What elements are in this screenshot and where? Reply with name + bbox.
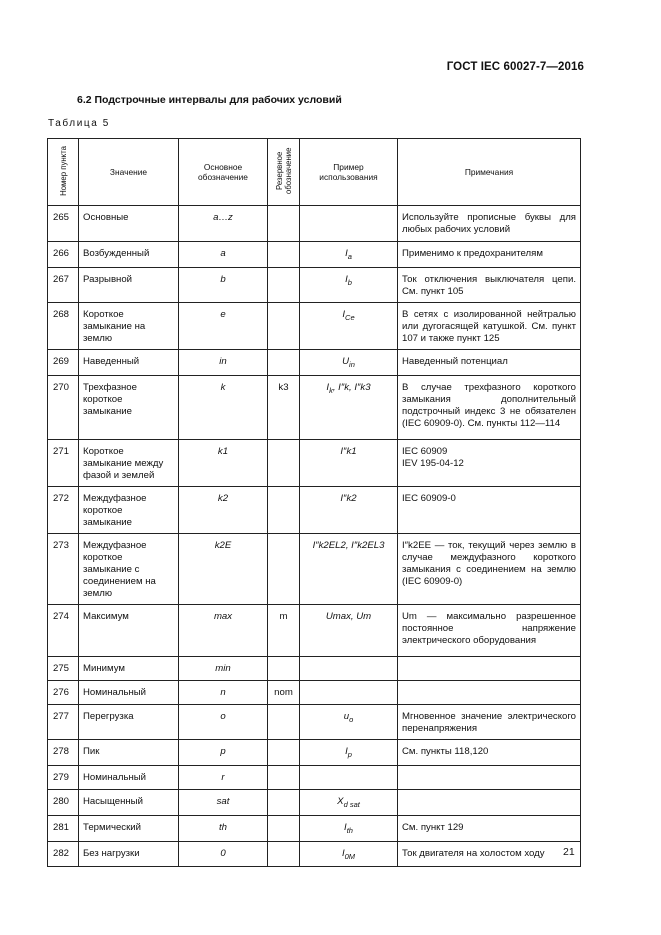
cell-example: [300, 267, 398, 302]
cell-reserve: [268, 656, 300, 680]
col-header-basic: Основное обозначение: [179, 139, 268, 206]
cell-reserve: [268, 739, 300, 765]
table-row: [48, 439, 581, 486]
cell-notes: Ток отключения выключателя цепи. См. пункт 105: [398, 267, 581, 302]
cell-basic: min: [179, 656, 268, 680]
cell-example: [300, 439, 398, 486]
cell-notes: В случае трехфазного короткого замыкания дополнительный подстрочный индекс 3 не обязателен (IEC 60909-0). См. пункты 112—114: [398, 375, 581, 439]
cell-basic: in: [179, 349, 268, 375]
cell-reserve: m: [268, 604, 300, 656]
table-row: [48, 349, 581, 375]
cell-num: 271: [48, 439, 79, 486]
cell-meaning: Наведенный: [79, 349, 179, 375]
col-header-example: Пример использования: [300, 139, 398, 206]
cell-notes: IEC 60909 IEV 195-04-12: [398, 439, 581, 486]
cell-meaning: Трехфазное короткое замыкание: [79, 375, 179, 439]
example-symbol: I: [344, 821, 347, 833]
cell-meaning: Междуфазное короткое замыкание с соединением на землю: [79, 533, 179, 604]
cell-num: 278: [48, 739, 79, 765]
example-symbol: I: [345, 745, 348, 757]
cell-reserve: nom: [268, 680, 300, 704]
cell-notes: См. пункты 118,120: [398, 739, 581, 765]
cell-num: 269: [48, 349, 79, 375]
cell-meaning: Перегрузка: [79, 704, 179, 739]
cell-num: 282: [48, 841, 79, 867]
cell-meaning: Возбужденный: [79, 242, 179, 268]
cell-notes: [398, 680, 581, 704]
cell-reserve: [268, 789, 300, 815]
table-row: [48, 739, 581, 765]
cell-example: [300, 533, 398, 604]
standard-code: ГОСТ IEC 60027-7—2016: [446, 61, 584, 73]
example-symbol: I: [345, 273, 348, 285]
cell-example: [300, 486, 398, 533]
cell-num: 272: [48, 486, 79, 533]
example-subscript: p: [347, 749, 352, 759]
cell-basic: o: [179, 704, 268, 739]
cell-meaning: Номинальный: [79, 680, 179, 704]
example-symbol: I: [341, 847, 345, 859]
cell-example: [300, 841, 398, 867]
cell-basic: a: [179, 242, 268, 268]
example-symbol: I: [345, 248, 348, 259]
cell-reserve: [268, 302, 300, 349]
cell-basic: k1: [179, 439, 268, 486]
cell-meaning: Номинальный: [79, 765, 179, 789]
cell-reserve: [268, 242, 300, 268]
cell-reserve: [268, 267, 300, 302]
cell-reserve: [268, 841, 300, 867]
example-symbol: u: [343, 710, 350, 722]
section-title: 6.2 Подстрочные интервалы для рабочих условий: [77, 94, 342, 106]
cell-meaning: Максимум: [79, 604, 179, 656]
table-row: [48, 267, 581, 302]
cell-notes: Мгновенное значение электрического перенапряжения: [398, 704, 581, 739]
col-header-reserve: Резервное обозначение: [268, 139, 300, 206]
cell-basic: th: [179, 815, 268, 841]
cell-basic: p: [179, 739, 268, 765]
cell-reserve: [268, 815, 300, 841]
page-number: 21: [563, 846, 575, 858]
cell-basic: a…z: [179, 206, 268, 242]
cell-notes: Ток двигателя на холостом ходу: [398, 841, 581, 867]
cell-meaning: Основные: [79, 206, 179, 242]
cell-example: [300, 789, 398, 815]
table-row: [48, 206, 581, 242]
cell-meaning: Короткое замыкание между фазой и землей: [79, 439, 179, 486]
cell-reserve: [268, 765, 300, 789]
cell-num: 281: [48, 815, 79, 841]
table-row: [48, 242, 581, 268]
cell-notes: [398, 765, 581, 789]
table-row: [48, 789, 581, 815]
cell-meaning: Насыщенный: [79, 789, 179, 815]
table-label: Таблица 5: [48, 118, 110, 129]
cell-num: 280: [48, 789, 79, 815]
cell-reserve: k3: [268, 375, 300, 439]
cell-example: [300, 206, 398, 242]
cell-num: 277: [48, 704, 79, 739]
cell-example: [300, 604, 398, 656]
cell-example: [300, 765, 398, 789]
cell-meaning: Междуфазное короткое замыкание: [79, 486, 179, 533]
cell-notes: Um — максимально разрешенное постоянное напряжение электрического оборудования: [398, 604, 581, 656]
example-symbol: I: [342, 308, 346, 320]
cell-notes: [398, 656, 581, 680]
cell-num: 268: [48, 302, 79, 349]
example-symbol: Umax, Um: [325, 610, 372, 622]
table-row: [48, 604, 581, 656]
cell-example: [300, 704, 398, 739]
table-row: [48, 765, 581, 789]
cell-num: 276: [48, 680, 79, 704]
cell-notes: I″k2EE — ток, текущий через землю в случае междуфазного короткого замыкания с соединением на землю (IEC 60909-0): [398, 533, 581, 604]
cell-num: 266: [48, 242, 79, 268]
example-symbol: I: [326, 381, 330, 393]
cell-example: [300, 375, 398, 439]
example-symbol: U: [342, 355, 350, 367]
cell-basic: k2E: [179, 533, 268, 604]
example-subscript: th: [346, 825, 353, 835]
cell-example: [300, 680, 398, 704]
example-subscript: k: [329, 385, 333, 395]
example-symbol: I″k2: [340, 492, 357, 504]
table-row: [48, 533, 581, 604]
cell-basic: max: [179, 604, 268, 656]
cell-basic: 0: [179, 841, 268, 867]
table-row: [48, 841, 581, 867]
cell-basic: sat: [179, 789, 268, 815]
table-row: [48, 486, 581, 533]
cell-basic: n: [179, 680, 268, 704]
cell-reserve: [268, 486, 300, 533]
cell-notes: Наведенный потенциал: [398, 349, 581, 375]
col-header-notes: Примечания: [398, 139, 581, 206]
example-symbol: I″k2EL2, I″k2EL3: [312, 539, 385, 551]
cell-example: [300, 739, 398, 765]
cell-reserve: [268, 439, 300, 486]
cell-meaning: Разрывной: [79, 267, 179, 302]
cell-num: 265: [48, 206, 79, 242]
cell-basic: b: [179, 267, 268, 302]
table-row: [48, 375, 581, 439]
example-symbol: X: [337, 795, 344, 807]
cell-example: [300, 242, 398, 268]
example-subscript: a: [347, 251, 352, 261]
example-subscript: Ce: [345, 312, 355, 322]
table-row: [48, 704, 581, 739]
cell-notes: См. пункт 129: [398, 815, 581, 841]
example-rest: , I″k, I″k3: [332, 381, 371, 393]
cell-num: 267: [48, 267, 79, 302]
subscripts-table: [47, 138, 581, 867]
table-header-row: [48, 139, 581, 206]
col-header-meaning: Значение: [79, 139, 179, 206]
example-symbol: I″k1: [340, 445, 357, 457]
table-row: [48, 815, 581, 841]
cell-notes: [398, 789, 581, 815]
example-subscript: b: [347, 277, 352, 287]
cell-meaning: Минимум: [79, 656, 179, 680]
cell-notes: IEC 60909-0: [398, 486, 581, 533]
cell-meaning: Без нагрузки: [79, 841, 179, 867]
cell-reserve: [268, 349, 300, 375]
example-subscript: 0M: [344, 851, 356, 861]
table-row: [48, 656, 581, 680]
cell-basic: r: [179, 765, 268, 789]
cell-meaning: Термический: [79, 815, 179, 841]
cell-reserve: [268, 533, 300, 604]
example-subscript: d sat: [343, 799, 360, 809]
cell-num: 279: [48, 765, 79, 789]
cell-example: [300, 302, 398, 349]
cell-reserve: [268, 704, 300, 739]
cell-num: 274: [48, 604, 79, 656]
table-row: [48, 680, 581, 704]
cell-num: 273: [48, 533, 79, 604]
cell-meaning: Короткое замыкание на землю: [79, 302, 179, 349]
cell-num: 270: [48, 375, 79, 439]
cell-notes: В сетях с изолированной нейтралью или дугогасящей катушкой. См. пункт 107 и также пункт 125: [398, 302, 581, 349]
cell-basic: k: [179, 375, 268, 439]
cell-example: [300, 815, 398, 841]
cell-reserve: [268, 206, 300, 242]
cell-meaning: Пик: [79, 739, 179, 765]
table-row: [48, 302, 581, 349]
cell-num: 275: [48, 656, 79, 680]
cell-basic: e: [179, 302, 268, 349]
example-subscript: in: [349, 359, 355, 369]
cell-notes: Используйте прописные буквы для любых рабочих условий: [398, 206, 581, 242]
cell-notes: Применимо к предохранителям: [398, 242, 581, 268]
cell-example: [300, 656, 398, 680]
cell-basic: k2: [179, 486, 268, 533]
example-subscript: o: [349, 714, 354, 724]
cell-example: [300, 349, 398, 375]
col-header-num: Номер пункта: [48, 139, 79, 206]
